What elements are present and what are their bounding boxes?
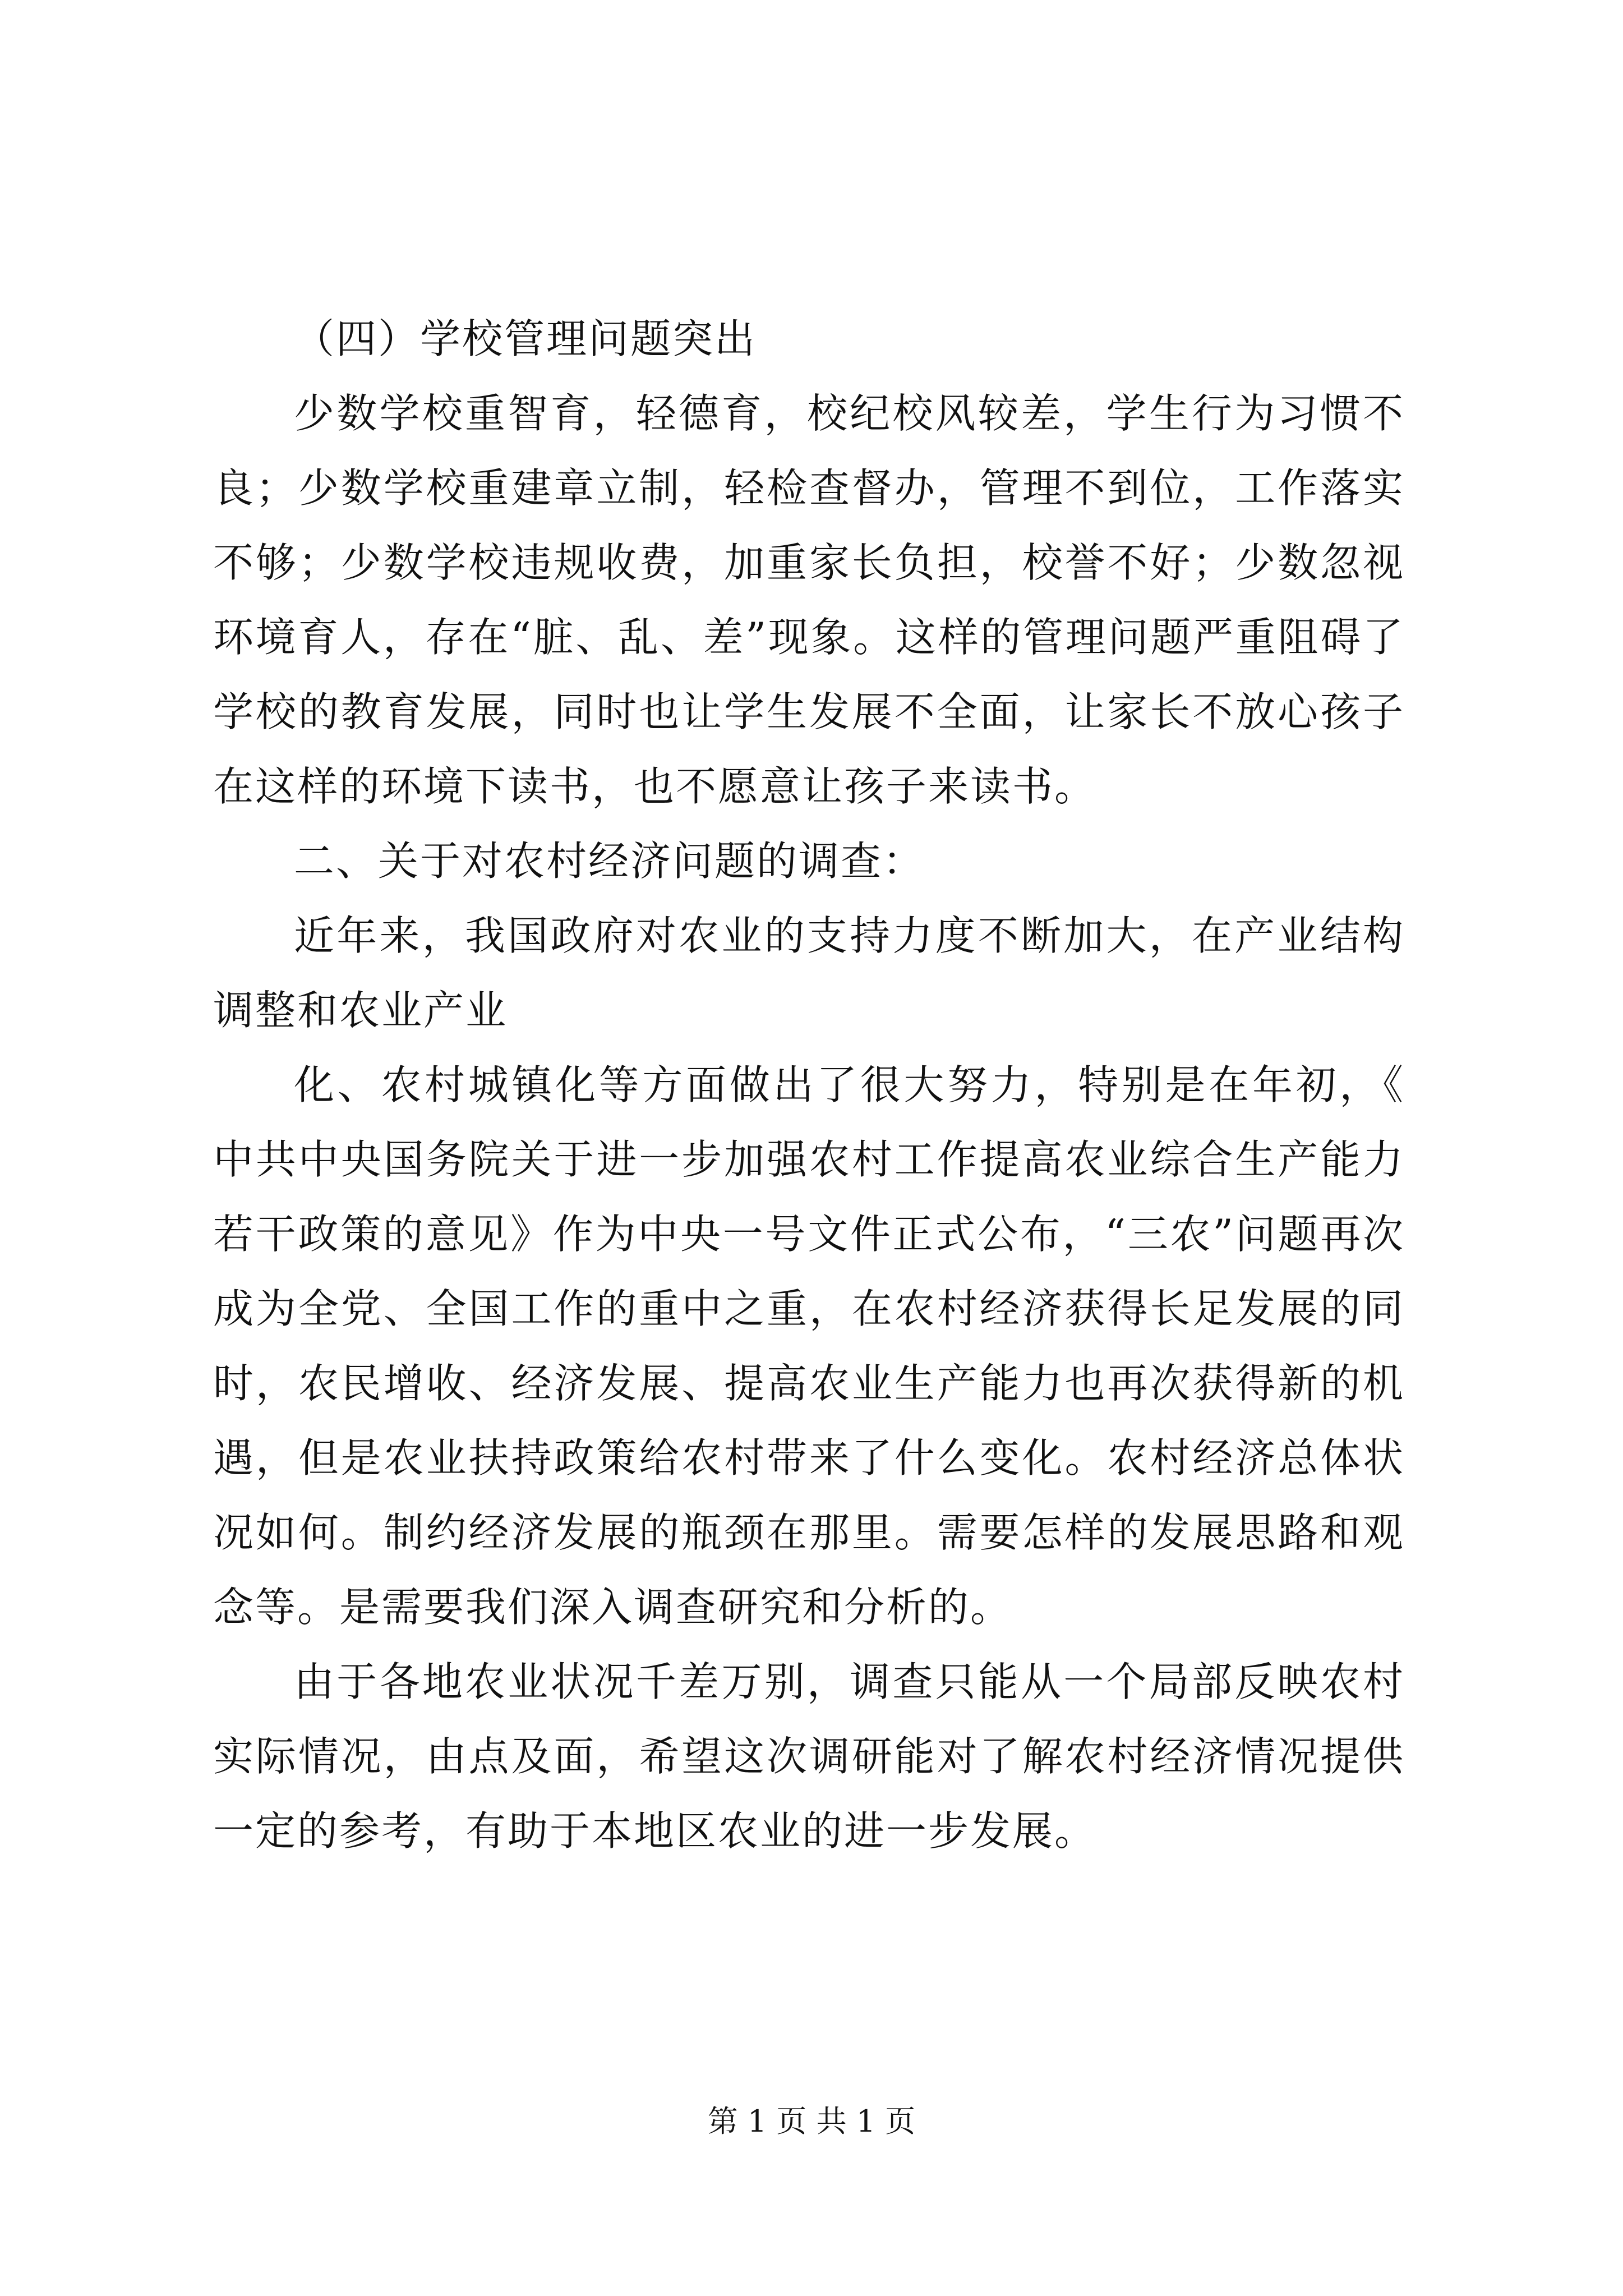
section-heading-school-management: （四）学校管理问题突出 — [294, 315, 757, 362]
paragraph-survey-purpose: 由于各地农业状况千差万别，调查只能从一个局部反映农村实际情况，由点及面，希望这次调研能对了解农村经济情况提供一定的参考，有助于本地区农业的进一步发展。 — [213, 1658, 1405, 1855]
document-body — [213, 302, 1405, 1869]
page-footer: 第 1 页 共 1 页 — [707, 2104, 916, 2139]
section-heading-rural-economy: 二、关于对农村经济问题的调查： — [294, 838, 925, 885]
paragraph-school-management-issues: 少数学校重智育，轻德育，校纪校风较差，学生行为习惯不良；少数学校重建章立制，轻检查督办，管理不到位，工作落实不够；少数学校违规收费，加重家长负担，校誉不好；少数忽视环境育人，存在“脏、乱、差”现象。这样的管理问题严重阻碍了学校的教育发展，同时也让学生发展不全面，让家长不放心孩子在这样的环境下读书，也不愿意让孩子来读书。 — [213, 390, 1405, 810]
paragraph-rural-economy-intro: 近年来，我国政府对农业的支持力度不断加大，在产业结构调整和农业产业 — [213, 912, 1405, 1034]
paragraph-rural-economy-policy: 化、农村城镇化等方面做出了很大努力，特别是在年初，《中共中央国务院关于进一步加强农村工作提高农业综合生产能力若干政策的意见》作为中央一号文件正式公布，“三农”问题再次成为全党、全国工作的重中之重，在农村经济获得长足发展的同时，农民增收、经济发展、提高农业生产能力也再次获得新的机遇，但是农业扶持政策给农村带来了什么变化。农村经济总体状况如何。制约经济发展的瓶颈在那里。需要怎样的发展思路和观念等。是需要我们深入调查研究和分析的。 — [213, 1061, 1405, 1631]
